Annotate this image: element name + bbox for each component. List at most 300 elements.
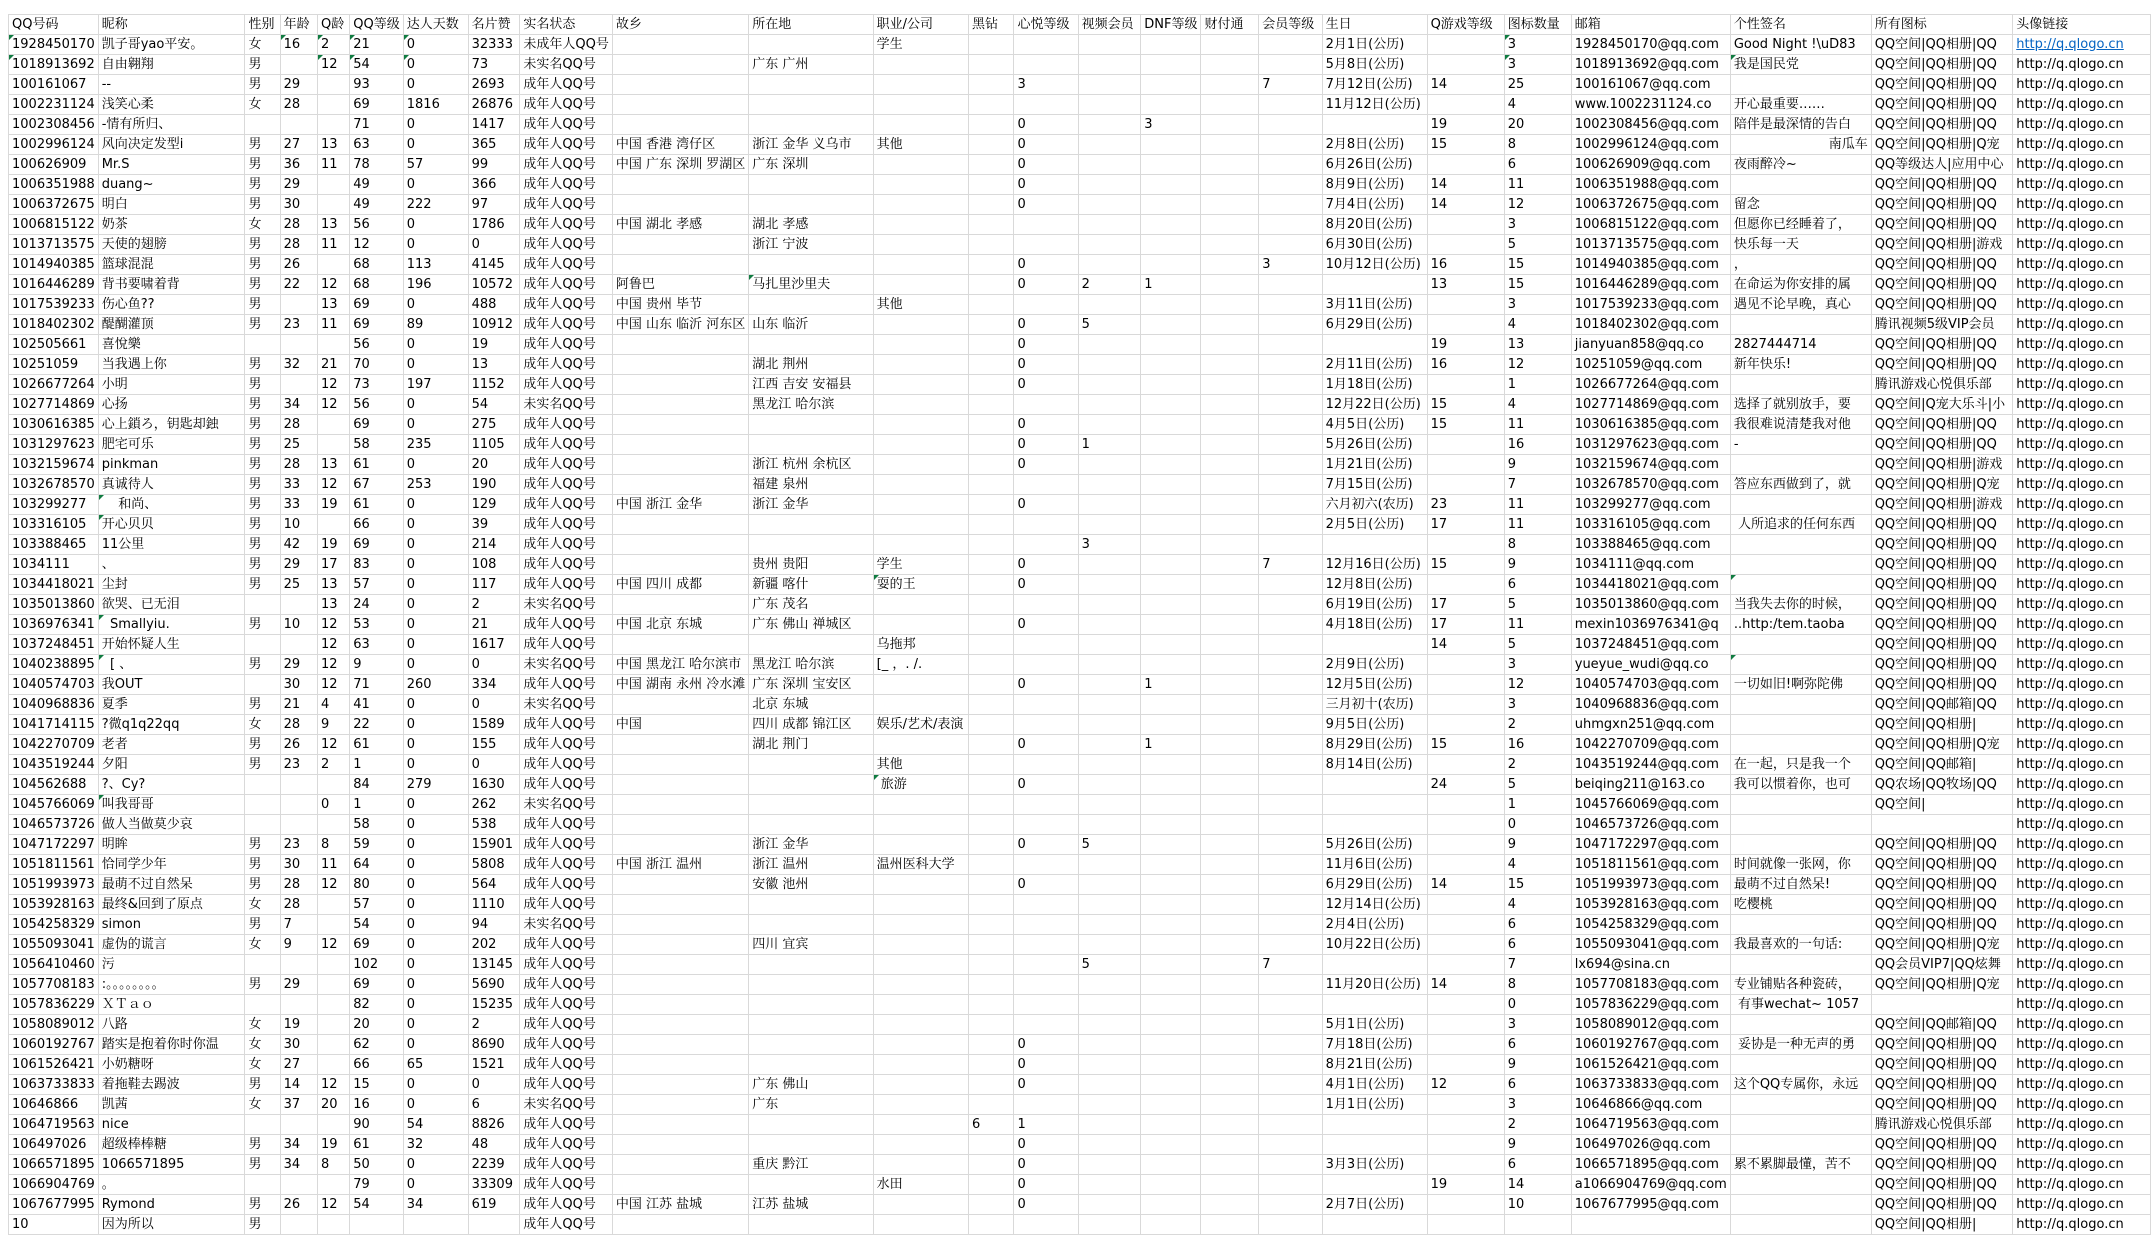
cell-xinyue[interactable] <box>1014 35 1078 55</box>
cell-allicons[interactable]: QQ空间|QQ相册|QQ <box>1871 1035 2013 1055</box>
cell-avatar[interactable]: http://q.qlogo.cn <box>2013 955 2151 975</box>
cell-qage[interactable] <box>318 435 350 455</box>
cell-email[interactable]: 1060192767@qq.com <box>1571 1035 1730 1055</box>
cell-birthday[interactable]: 3月3日(公历) <box>1322 1155 1427 1175</box>
cell-job[interactable] <box>873 1135 968 1155</box>
cell-icons[interactable]: 3 <box>1504 695 1571 715</box>
cell-job[interactable] <box>873 1095 968 1115</box>
cell-dnf[interactable] <box>1141 455 1201 475</box>
cell-daren[interactable]: 0 <box>403 935 468 955</box>
column-header-likes[interactable]: 名片赞 <box>468 15 520 35</box>
cell-job[interactable]: 其他 <box>873 295 968 315</box>
cell-daren[interactable]: 0 <box>403 235 468 255</box>
cell-xinyue[interactable]: 0 <box>1014 115 1078 135</box>
cell-birthday[interactable] <box>1322 635 1427 655</box>
cell-allicons[interactable]: 腾讯游戏心悦俱乐部 <box>1871 375 2013 395</box>
cell-location[interactable]: 山东 临沂 <box>749 315 873 335</box>
cell-qq[interactable]: 1006815122 <box>9 215 99 235</box>
cell-sig[interactable] <box>1730 1095 1871 1115</box>
cell-icons[interactable]: 1 <box>1504 375 1571 395</box>
cell-qgame[interactable] <box>1427 755 1504 775</box>
cell-icons[interactable]: 0 <box>1504 815 1571 835</box>
cell-qq[interactable]: 1064719563 <box>9 1115 99 1135</box>
cell-video[interactable] <box>1078 655 1141 675</box>
cell-qgame[interactable]: 14 <box>1427 635 1504 655</box>
cell-caifutong[interactable] <box>1201 1195 1259 1215</box>
cell-qlevel[interactable]: 93 <box>350 75 403 95</box>
cell-allicons[interactable]: QQ空间|QQ相册|QQ <box>1871 575 2013 595</box>
cell-avatar[interactable]: http://q.qlogo.cn <box>2013 295 2151 315</box>
cell-nick[interactable]: -- <box>98 75 245 95</box>
cell-nick[interactable]: 欲哭、已无泪 <box>98 595 245 615</box>
cell-age[interactable]: 28 <box>280 455 317 475</box>
cell-dnf[interactable] <box>1141 1095 1201 1115</box>
cell-video[interactable] <box>1078 735 1141 755</box>
cell-qlevel[interactable]: 9 <box>350 655 403 675</box>
cell-dnf[interactable] <box>1141 315 1201 335</box>
cell-qgame[interactable]: 14 <box>1427 195 1504 215</box>
cell-xinyue[interactable]: 0 <box>1014 675 1078 695</box>
cell-avatar[interactable]: http://q.qlogo.cn <box>2013 95 2151 115</box>
cell-qlevel[interactable]: 57 <box>350 895 403 915</box>
cell-video[interactable] <box>1078 295 1141 315</box>
cell-vip[interactable] <box>1259 835 1322 855</box>
cell-age[interactable]: 28 <box>280 715 317 735</box>
cell-qq[interactable]: 1017539233 <box>9 295 99 315</box>
cell-xinyue[interactable]: 0 <box>1014 415 1078 435</box>
cell-qage[interactable]: 19 <box>318 535 350 555</box>
cell-dnf[interactable] <box>1141 715 1201 735</box>
cell-vip[interactable] <box>1259 895 1322 915</box>
cell-qage[interactable]: 13 <box>318 295 350 315</box>
cell-qage[interactable] <box>318 955 350 975</box>
cell-likes[interactable]: 5808 <box>468 855 520 875</box>
cell-vip[interactable] <box>1259 355 1322 375</box>
cell-vip[interactable] <box>1259 815 1322 835</box>
cell-qgame[interactable] <box>1427 455 1504 475</box>
cell-qgame[interactable] <box>1427 1135 1504 1155</box>
cell-video[interactable]: 2 <box>1078 275 1141 295</box>
cell-qage[interactable] <box>318 1035 350 1055</box>
cell-video[interactable] <box>1078 135 1141 155</box>
cell-heizuan[interactable] <box>969 1155 1014 1175</box>
cell-likes[interactable]: 488 <box>468 295 520 315</box>
cell-sex[interactable]: 男 <box>245 295 280 315</box>
cell-job[interactable] <box>873 275 968 295</box>
cell-birthday[interactable]: 2月5日(公历) <box>1322 515 1427 535</box>
cell-realname[interactable]: 成年人QQ号 <box>520 1175 612 1195</box>
cell-daren[interactable]: 0 <box>403 855 468 875</box>
cell-qq[interactable]: 1047172297 <box>9 835 99 855</box>
cell-qq[interactable]: 103388465 <box>9 535 99 555</box>
cell-email[interactable]: 100161067@qq.com <box>1571 75 1730 95</box>
cell-caifutong[interactable] <box>1201 535 1259 555</box>
cell-hometown[interactable] <box>612 535 748 555</box>
cell-vip[interactable] <box>1259 1055 1322 1075</box>
cell-dnf[interactable] <box>1141 575 1201 595</box>
cell-video[interactable] <box>1078 75 1141 95</box>
cell-email[interactable]: a1066904769@qq.com <box>1571 1175 1730 1195</box>
cell-qage[interactable]: 20 <box>318 1095 350 1115</box>
cell-daren[interactable]: 57 <box>403 155 468 175</box>
cell-dnf[interactable] <box>1141 535 1201 555</box>
cell-xinyue[interactable] <box>1014 975 1078 995</box>
cell-qlevel[interactable]: 50 <box>350 1155 403 1175</box>
cell-dnf[interactable] <box>1141 595 1201 615</box>
cell-avatar[interactable]: http://q.qlogo.cn <box>2013 415 2151 435</box>
cell-email[interactable]: 1037248451@qq.com <box>1571 635 1730 655</box>
cell-xinyue[interactable] <box>1014 215 1078 235</box>
cell-sex[interactable] <box>245 795 280 815</box>
cell-heizuan[interactable] <box>969 335 1014 355</box>
cell-birthday[interactable]: 5月26日(公历) <box>1322 435 1427 455</box>
cell-heizuan[interactable] <box>969 695 1014 715</box>
cell-job[interactable] <box>873 935 968 955</box>
cell-avatar[interactable]: http://q.qlogo.cn <box>2013 215 2151 235</box>
cell-video[interactable] <box>1078 475 1141 495</box>
cell-age[interactable]: 27 <box>280 135 317 155</box>
cell-vip[interactable] <box>1259 155 1322 175</box>
cell-sex[interactable]: 男 <box>245 375 280 395</box>
cell-qage[interactable] <box>318 1055 350 1075</box>
cell-nick[interactable]: 、 <box>98 555 245 575</box>
cell-qlevel[interactable]: 69 <box>350 975 403 995</box>
cell-qgame[interactable] <box>1427 475 1504 495</box>
cell-realname[interactable]: 成年人QQ号 <box>520 255 612 275</box>
cell-job[interactable]: 其他 <box>873 135 968 155</box>
cell-birthday[interactable]: 6月29日(公历) <box>1322 315 1427 335</box>
cell-sex[interactable] <box>245 995 280 1015</box>
cell-icons[interactable]: 12 <box>1504 195 1571 215</box>
cell-daren[interactable]: 0 <box>403 915 468 935</box>
cell-caifutong[interactable] <box>1201 295 1259 315</box>
cell-caifutong[interactable] <box>1201 1215 1259 1235</box>
cell-daren[interactable]: 0 <box>403 635 468 655</box>
cell-dnf[interactable] <box>1141 435 1201 455</box>
cell-qage[interactable]: 12 <box>318 935 350 955</box>
cell-email[interactable]: 1006351988@qq.com <box>1571 175 1730 195</box>
cell-qlevel[interactable]: 57 <box>350 575 403 595</box>
cell-allicons[interactable]: QQ空间|QQ相册|QQ <box>1871 175 2013 195</box>
cell-icons[interactable]: 4 <box>1504 395 1571 415</box>
cell-email[interactable]: 10251059@qq.com <box>1571 355 1730 375</box>
cell-birthday[interactable] <box>1322 815 1427 835</box>
cell-birthday[interactable]: 10月12日(公历) <box>1322 255 1427 275</box>
cell-age[interactable]: 14 <box>280 1075 317 1095</box>
cell-sig[interactable] <box>1730 315 1871 335</box>
cell-qlevel[interactable]: 67 <box>350 475 403 495</box>
cell-likes[interactable]: 0 <box>468 695 520 715</box>
cell-qq[interactable]: 1055093041 <box>9 935 99 955</box>
cell-job[interactable]: [_ ，. /. <box>873 655 968 675</box>
cell-realname[interactable]: 成年人QQ号 <box>520 195 612 215</box>
cell-icons[interactable]: 5 <box>1504 775 1571 795</box>
cell-avatar[interactable]: http://q.qlogo.cn <box>2013 235 2151 255</box>
cell-qq[interactable]: 100161067 <box>9 75 99 95</box>
cell-sex[interactable]: 男 <box>245 195 280 215</box>
column-header-qage[interactable]: Q龄 <box>318 15 350 35</box>
cell-qage[interactable]: 12 <box>318 55 350 75</box>
cell-nick[interactable]: 心扬 <box>98 395 245 415</box>
cell-realname[interactable]: 成年人QQ号 <box>520 215 612 235</box>
cell-nick[interactable]: 虚伪的谎言 <box>98 935 245 955</box>
cell-dnf[interactable] <box>1141 155 1201 175</box>
cell-daren[interactable]: 0 <box>403 815 468 835</box>
cell-birthday[interactable] <box>1322 115 1427 135</box>
cell-caifutong[interactable] <box>1201 215 1259 235</box>
cell-qage[interactable]: 19 <box>318 1135 350 1155</box>
cell-qlevel[interactable]: 54 <box>350 915 403 935</box>
cell-allicons[interactable]: QQ空间|QQ相册|QQ <box>1871 655 2013 675</box>
cell-realname[interactable]: 成年人QQ号 <box>520 515 612 535</box>
cell-birthday[interactable]: 8月20日(公历) <box>1322 215 1427 235</box>
cell-email[interactable]: 1928450170@qq.com <box>1571 35 1730 55</box>
cell-xinyue[interactable]: 0 <box>1014 375 1078 395</box>
cell-video[interactable] <box>1078 815 1141 835</box>
cell-vip[interactable] <box>1259 175 1322 195</box>
cell-caifutong[interactable] <box>1201 815 1259 835</box>
cell-allicons[interactable]: QQ空间|QQ相册|QQ <box>1871 595 2013 615</box>
cell-icons[interactable]: 10 <box>1504 1195 1571 1215</box>
cell-hometown[interactable] <box>612 55 748 75</box>
cell-icons[interactable]: 15 <box>1504 255 1571 275</box>
cell-hometown[interactable] <box>612 755 748 775</box>
cell-nick[interactable]: nice <box>98 1115 245 1135</box>
cell-sig[interactable] <box>1730 555 1871 575</box>
cell-realname[interactable]: 成年人QQ号 <box>520 575 612 595</box>
cell-heizuan[interactable] <box>969 255 1014 275</box>
cell-realname[interactable]: 成年人QQ号 <box>520 775 612 795</box>
cell-location[interactable] <box>749 635 873 655</box>
cell-xinyue[interactable] <box>1014 815 1078 835</box>
cell-sig[interactable] <box>1730 955 1871 975</box>
cell-likes[interactable]: 214 <box>468 535 520 555</box>
cell-daren[interactable]: 0 <box>403 955 468 975</box>
cell-nick[interactable]: 凯茜 <box>98 1095 245 1115</box>
cell-birthday[interactable]: 5月26日(公历) <box>1322 835 1427 855</box>
cell-realname[interactable]: 成年人QQ号 <box>520 435 612 455</box>
cell-job[interactable] <box>873 95 968 115</box>
cell-daren[interactable]: 113 <box>403 255 468 275</box>
cell-hometown[interactable] <box>612 795 748 815</box>
cell-qq[interactable]: 1016446289 <box>9 275 99 295</box>
cell-birthday[interactable]: 2月4日(公历) <box>1322 915 1427 935</box>
cell-sig[interactable] <box>1730 835 1871 855</box>
cell-sig[interactable] <box>1730 175 1871 195</box>
cell-email[interactable]: 10646866@qq.com <box>1571 1095 1730 1115</box>
cell-icons[interactable]: 6 <box>1504 1035 1571 1055</box>
cell-email[interactable]: 1016446289@qq.com <box>1571 275 1730 295</box>
cell-dnf[interactable] <box>1141 415 1201 435</box>
cell-hometown[interactable]: 中国 贵州 毕节 <box>612 295 748 315</box>
cell-age[interactable]: 23 <box>280 755 317 775</box>
cell-avatar[interactable]: http://q.qlogo.cn <box>2013 1095 2151 1115</box>
cell-vip[interactable] <box>1259 435 1322 455</box>
cell-realname[interactable]: 未实名QQ号 <box>520 655 612 675</box>
cell-qlevel[interactable]: 54 <box>350 55 403 75</box>
cell-sig[interactable] <box>1730 1195 1871 1215</box>
cell-qgame[interactable]: 17 <box>1427 595 1504 615</box>
column-header-realname[interactable]: 实名状态 <box>520 15 612 35</box>
cell-caifutong[interactable] <box>1201 1175 1259 1195</box>
cell-xinyue[interactable] <box>1014 655 1078 675</box>
column-header-sig[interactable]: 个性签名 <box>1730 15 1871 35</box>
cell-heizuan[interactable] <box>969 375 1014 395</box>
cell-nick[interactable]: 我OUT <box>98 675 245 695</box>
cell-heizuan[interactable] <box>969 815 1014 835</box>
cell-sex[interactable] <box>245 335 280 355</box>
cell-dnf[interactable] <box>1141 915 1201 935</box>
cell-location[interactable]: 浙江 温州 <box>749 855 873 875</box>
cell-qlevel[interactable]: 79 <box>350 1175 403 1195</box>
cell-dnf[interactable] <box>1141 635 1201 655</box>
cell-allicons[interactable]: QQ会员VIP7|QQ炫舞 <box>1871 955 2013 975</box>
cell-sig[interactable] <box>1730 815 1871 835</box>
cell-daren[interactable]: 0 <box>403 1035 468 1055</box>
cell-video[interactable] <box>1078 415 1141 435</box>
cell-allicons[interactable]: QQ空间|QQ相册|Q宠 <box>1871 135 2013 155</box>
cell-allicons[interactable]: QQ空间|QQ相册|QQ <box>1871 295 2013 315</box>
cell-caifutong[interactable] <box>1201 515 1259 535</box>
cell-sex[interactable]: 男 <box>245 175 280 195</box>
cell-video[interactable] <box>1078 755 1141 775</box>
cell-vip[interactable] <box>1259 535 1322 555</box>
cell-dnf[interactable] <box>1141 135 1201 155</box>
cell-age[interactable]: 26 <box>280 735 317 755</box>
cell-nick[interactable]: 背书要啸着背 <box>98 275 245 295</box>
cell-qlevel[interactable]: 54 <box>350 1195 403 1215</box>
cell-location[interactable] <box>749 255 873 275</box>
cell-qgame[interactable] <box>1427 95 1504 115</box>
cell-daren[interactable]: 0 <box>403 535 468 555</box>
cell-daren[interactable]: 0 <box>403 495 468 515</box>
cell-caifutong[interactable] <box>1201 855 1259 875</box>
cell-heizuan[interactable] <box>969 1035 1014 1055</box>
cell-daren[interactable]: 0 <box>403 335 468 355</box>
cell-avatar[interactable]: http://q.qlogo.cn <box>2013 875 2151 895</box>
cell-caifutong[interactable] <box>1201 55 1259 75</box>
cell-caifutong[interactable] <box>1201 835 1259 855</box>
cell-likes[interactable]: 94 <box>468 915 520 935</box>
cell-daren[interactable]: 0 <box>403 515 468 535</box>
cell-xinyue[interactable]: 0 <box>1014 1035 1078 1055</box>
cell-dnf[interactable] <box>1141 655 1201 675</box>
cell-age[interactable]: 29 <box>280 75 317 95</box>
cell-vip[interactable] <box>1259 275 1322 295</box>
cell-job[interactable] <box>873 1155 968 1175</box>
cell-dnf[interactable]: 1 <box>1141 735 1201 755</box>
cell-qgame[interactable] <box>1427 995 1504 1015</box>
cell-heizuan[interactable] <box>969 1195 1014 1215</box>
cell-likes[interactable]: 8826 <box>468 1115 520 1135</box>
cell-age[interactable]: 34 <box>280 395 317 415</box>
cell-qlevel[interactable]: 63 <box>350 635 403 655</box>
cell-qage[interactable]: 13 <box>318 595 350 615</box>
cell-sex[interactable]: 男 <box>245 1215 280 1235</box>
cell-birthday[interactable]: 1月1日(公历) <box>1322 1095 1427 1115</box>
cell-heizuan[interactable] <box>969 515 1014 535</box>
cell-likes[interactable]: 73 <box>468 55 520 75</box>
cell-birthday[interactable]: 6月19日(公历) <box>1322 595 1427 615</box>
cell-nick[interactable]: 伤心鱼?? <box>98 295 245 315</box>
cell-daren[interactable]: 0 <box>403 295 468 315</box>
cell-location[interactable] <box>749 795 873 815</box>
cell-vip[interactable] <box>1259 995 1322 1015</box>
cell-avatar[interactable]: http://q.qlogo.cn <box>2013 135 2151 155</box>
cell-location[interactable]: 湖北 荆州 <box>749 355 873 375</box>
cell-qlevel[interactable]: 41 <box>350 695 403 715</box>
cell-icons[interactable] <box>1504 1215 1571 1235</box>
cell-email[interactable]: 1018913692@qq.com <box>1571 55 1730 75</box>
cell-birthday[interactable] <box>1322 775 1427 795</box>
cell-hometown[interactable] <box>612 935 748 955</box>
cell-sex[interactable]: 女 <box>245 215 280 235</box>
cell-email[interactable]: 1031297623@qq.com <box>1571 435 1730 455</box>
cell-likes[interactable]: 10912 <box>468 315 520 335</box>
cell-heizuan[interactable] <box>969 35 1014 55</box>
cell-video[interactable] <box>1078 935 1141 955</box>
cell-avatar[interactable]: http://q.qlogo.cn <box>2013 715 2151 735</box>
cell-likes[interactable]: 13145 <box>468 955 520 975</box>
cell-avatar[interactable]: http://q.qlogo.cn <box>2013 935 2151 955</box>
cell-dnf[interactable] <box>1141 375 1201 395</box>
cell-job[interactable]: 其他 <box>873 755 968 775</box>
cell-video[interactable] <box>1078 95 1141 115</box>
cell-icons[interactable]: 9 <box>1504 835 1571 855</box>
cell-dnf[interactable] <box>1141 195 1201 215</box>
cell-sex[interactable]: 男 <box>245 255 280 275</box>
cell-allicons[interactable]: QQ空间|QQ相册| <box>1871 1215 2013 1235</box>
cell-hometown[interactable]: 中国 <box>612 715 748 735</box>
cell-qq[interactable]: 104562688 <box>9 775 99 795</box>
cell-email[interactable]: 1018402302@qq.com <box>1571 315 1730 335</box>
cell-xinyue[interactable]: 3 <box>1014 75 1078 95</box>
cell-likes[interactable]: 275 <box>468 415 520 435</box>
cell-age[interactable]: 29 <box>280 555 317 575</box>
cell-location[interactable] <box>749 755 873 775</box>
cell-age[interactable] <box>280 595 317 615</box>
cell-sig[interactable]: 吃樱桃 <box>1730 895 1871 915</box>
cell-allicons[interactable]: QQ空间|QQ相册|QQ <box>1871 335 2013 355</box>
cell-email[interactable]: 106497026@qq.com <box>1571 1135 1730 1155</box>
cell-job[interactable] <box>873 515 968 535</box>
cell-icons[interactable]: 16 <box>1504 735 1571 755</box>
cell-qgame[interactable] <box>1427 655 1504 675</box>
cell-qgame[interactable]: 23 <box>1427 495 1504 515</box>
cell-hometown[interactable] <box>612 1175 748 1195</box>
cell-icons[interactable]: 3 <box>1504 215 1571 235</box>
cell-icons[interactable]: 7 <box>1504 955 1571 975</box>
cell-birthday[interactable] <box>1322 335 1427 355</box>
cell-realname[interactable]: 成年人QQ号 <box>520 995 612 1015</box>
cell-icons[interactable]: 9 <box>1504 555 1571 575</box>
cell-birthday[interactable]: 7月4日(公历) <box>1322 195 1427 215</box>
cell-daren[interactable]: 0 <box>403 415 468 435</box>
cell-realname[interactable]: 成年人QQ号 <box>520 955 612 975</box>
cell-daren[interactable]: 0 <box>403 35 468 55</box>
cell-caifutong[interactable] <box>1201 1115 1259 1135</box>
cell-vip[interactable] <box>1259 975 1322 995</box>
cell-job[interactable] <box>873 355 968 375</box>
cell-vip[interactable] <box>1259 475 1322 495</box>
cell-hometown[interactable] <box>612 635 748 655</box>
cell-qgame[interactable]: 24 <box>1427 775 1504 795</box>
cell-birthday[interactable]: 12月8日(公历) <box>1322 575 1427 595</box>
cell-video[interactable] <box>1078 1115 1141 1135</box>
cell-avatar[interactable]: http://q.qlogo.cn <box>2013 75 2151 95</box>
cell-dnf[interactable] <box>1141 875 1201 895</box>
cell-qage[interactable] <box>318 775 350 795</box>
